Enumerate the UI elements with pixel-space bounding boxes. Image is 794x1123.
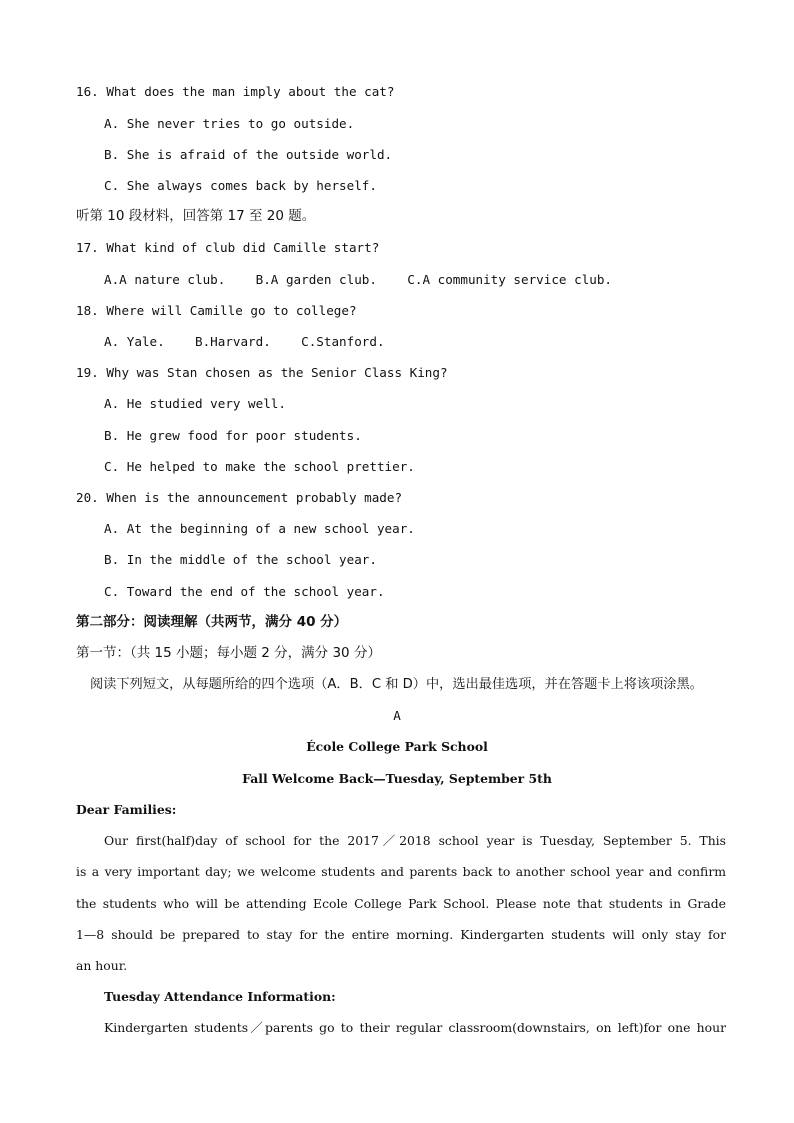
paragraph-2-line-1: Kindergarten students／parents go to their regular classroom(downstairs, on left)for one hour (104, 1020, 726, 1035)
question-19-option-b: B. He grew food for poor students. (104, 428, 362, 443)
attendance-heading: Tuesday Attendance Information: (104, 989, 336, 1004)
question-20-option-a: A. At the beginning of a new school year. (104, 521, 415, 536)
question-18-options: A. Yale. B.Harvard. C.Stanford. (104, 334, 385, 349)
paragraph-1-line-5: an hour. (76, 958, 128, 973)
question-20-option-c: C. Toward the end of the school year. (104, 584, 385, 599)
question-19-stem: 19. Why was Stan chosen as the Senior Class King? (76, 365, 448, 380)
passage-subtitle: Fall Welcome Back—Tuesday, September 5th (242, 771, 552, 786)
question-16-stem: 16. What does the man imply about the cat? (76, 84, 395, 99)
paragraph-1-line-3: the students who will be attending Ecole College Park School. Please note that students in Grade (76, 896, 726, 911)
question-19-option-c: C. He helped to make the school prettier. (104, 459, 415, 474)
question-19-option-a: A. He studied very well. (104, 396, 286, 411)
paragraph-1-line-4: 1—8 should be prepared to stay for the entire morning. Kindergarten students will only stay for (76, 927, 726, 942)
question-16-option-c: C. She always comes back by herself. (104, 178, 377, 193)
question-16-option-b: B. She is afraid of the outside world. (104, 147, 393, 162)
question-18-stem: 18. Where will Camille go to college? (76, 303, 357, 318)
passage-letter: A (393, 708, 401, 723)
question-20-option-b: B. In the middle of the school year. (104, 552, 377, 567)
paragraph-1-line-1: Our first(half)day of school for the 2017／2018 school year is Tuesday, September 5. This (104, 833, 726, 848)
paragraph-1-line-2: is a very important day; we welcome students and parents back to another school year and confirm (76, 864, 726, 879)
question-17-options: A.A nature club. B.A garden club. C.A community service club. (104, 272, 612, 287)
question-16-option-a: A. She never tries to go outside. (104, 116, 355, 131)
question-17-stem: 17. What kind of club did Camille start? (76, 240, 380, 255)
listening-instruction-10: 听第 10 段材料，回答第 17 至 20 题。 (76, 208, 316, 224)
part2-heading: 第二部分：阅读理解（共两节，满分 40 分） (76, 614, 348, 630)
part2-instruction: 阅读下列短文，从每题所给的四个选项（A．B．C 和 D）中，选出最佳选项，并在答题卡上将该项涂黑。 (90, 677, 703, 692)
passage-school-title: École College Park School (306, 739, 488, 754)
question-20-stem: 20. When is the announcement probably made? (76, 490, 403, 505)
passage-salutation: Dear Families: (76, 802, 177, 817)
part2-section1-heading: 第一节：（共 15 小题；每小题 2 分，满分 30 分） (76, 645, 381, 661)
